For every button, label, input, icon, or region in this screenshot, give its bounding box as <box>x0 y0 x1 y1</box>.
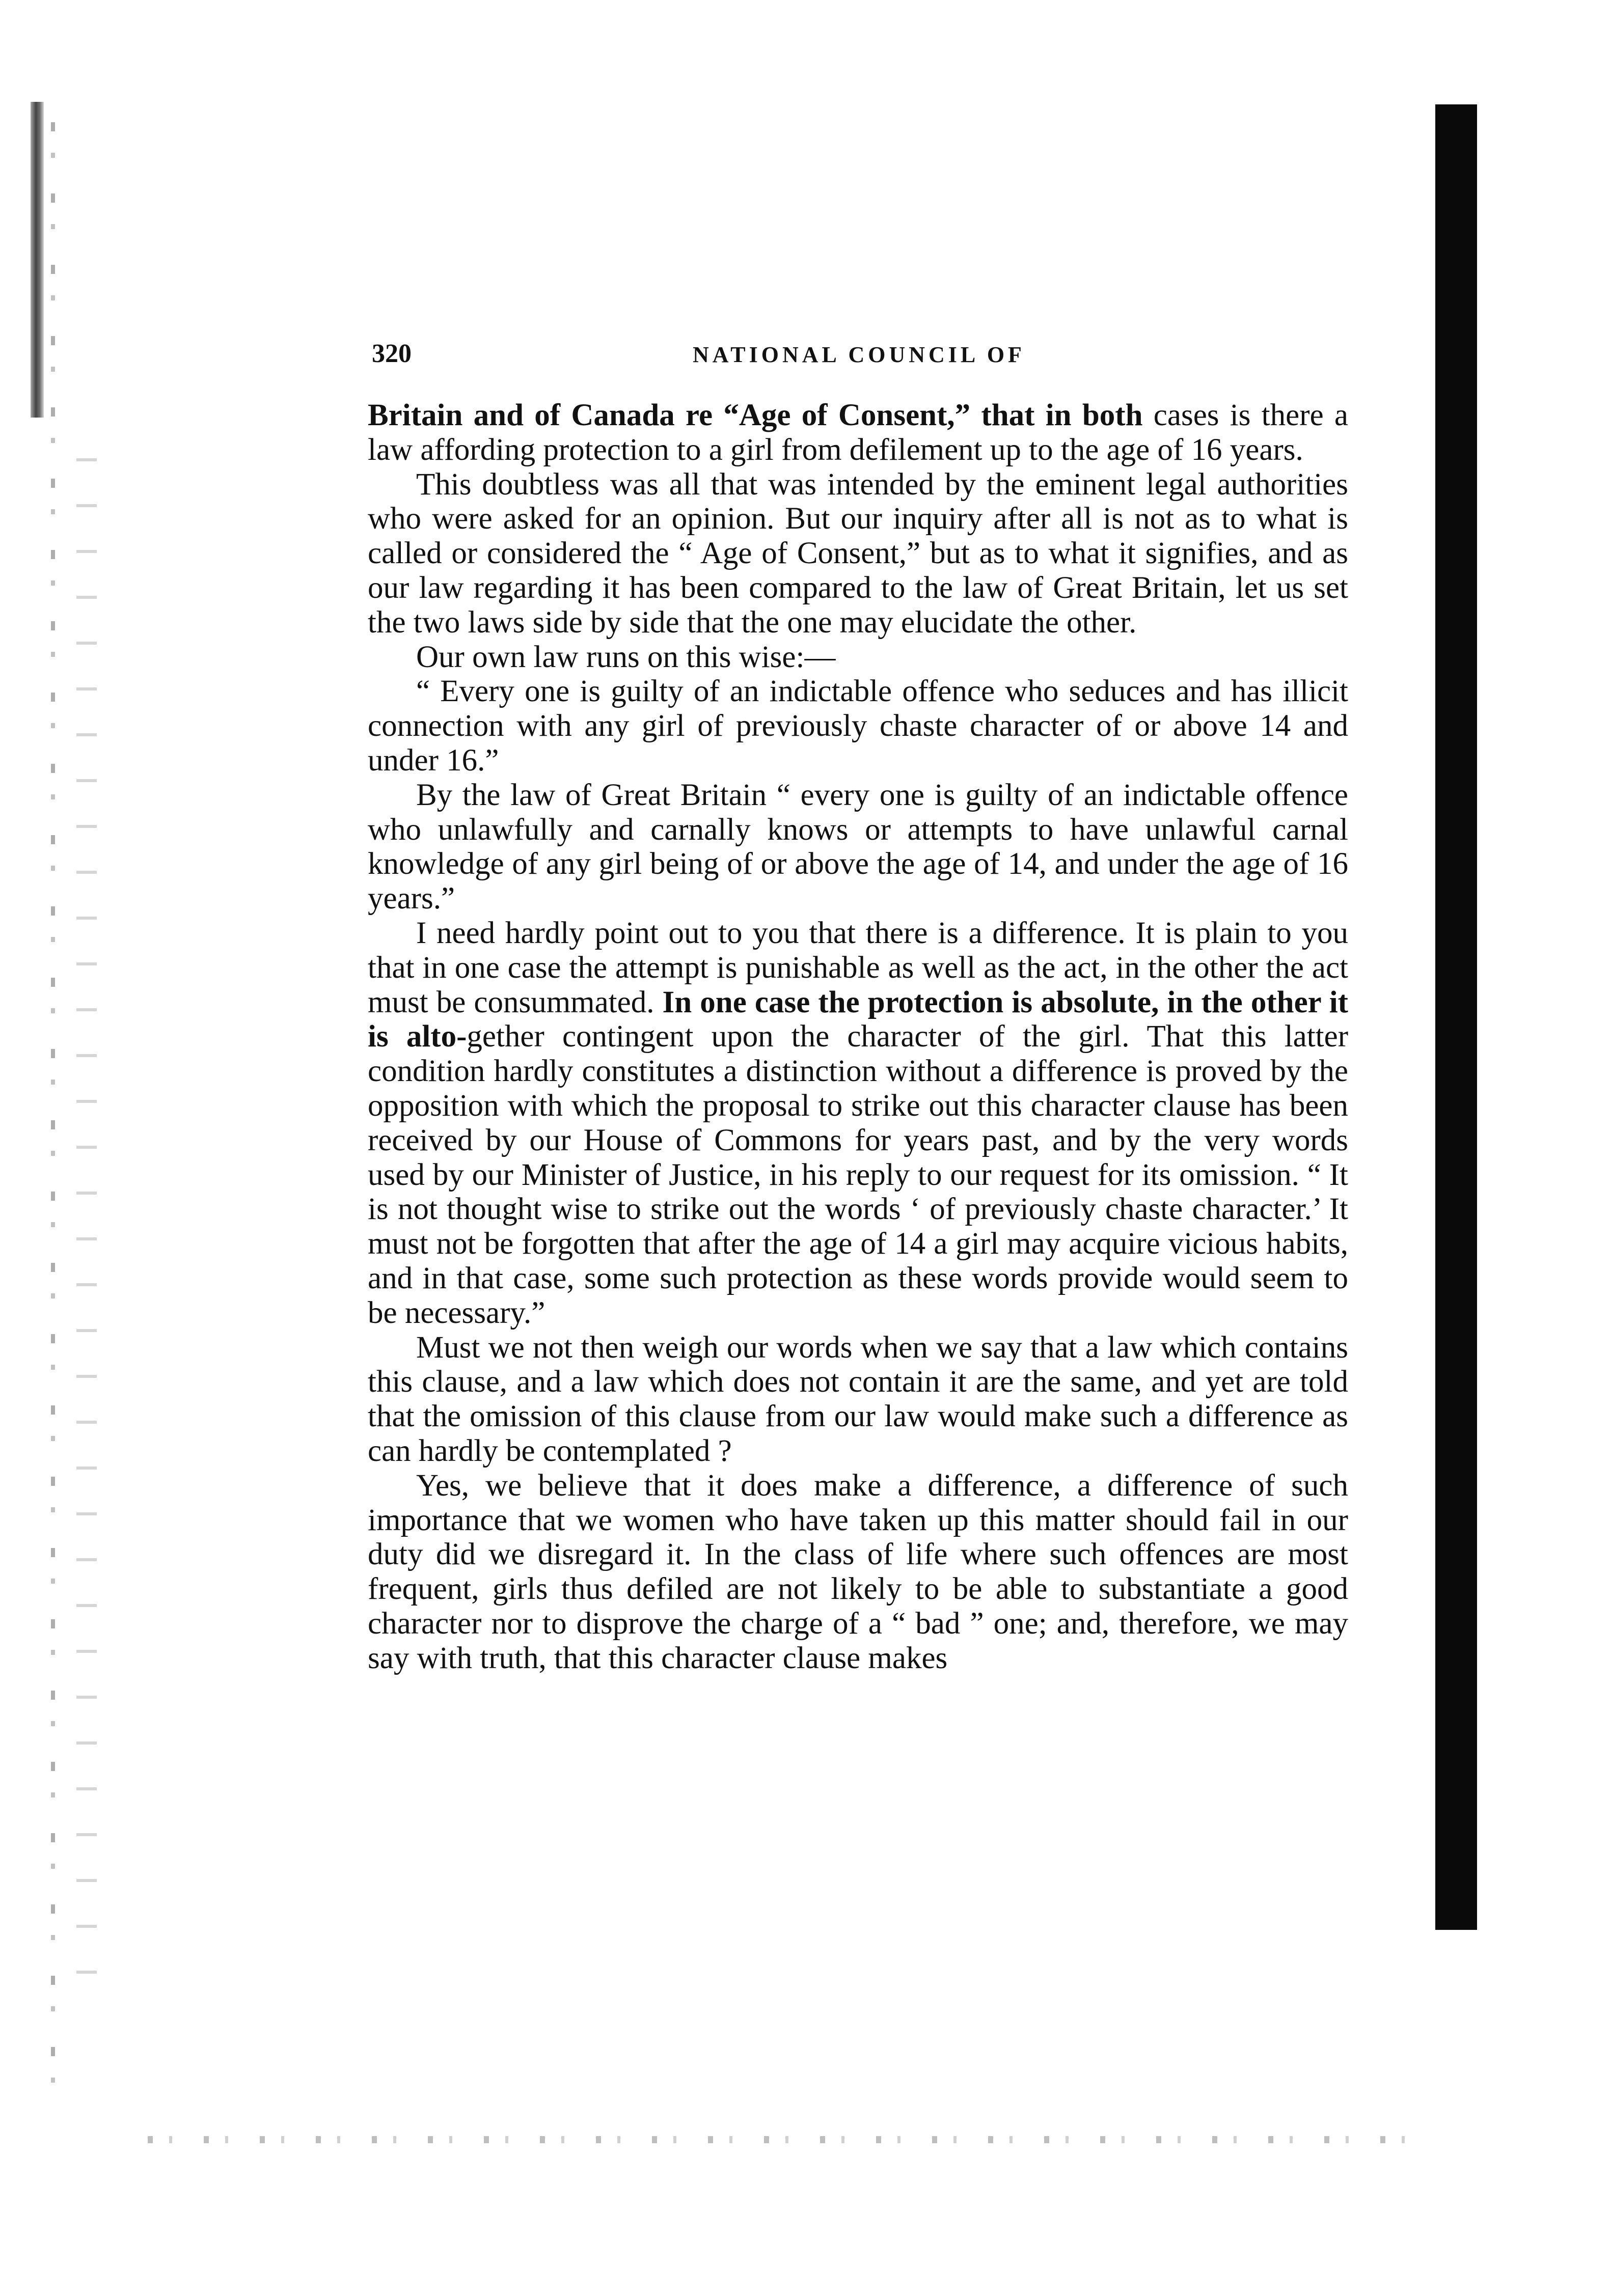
scan-left-margin-specks <box>76 458 97 1986</box>
paragraph-8: Yes, we believe that it does make a difference, a difference of such importance that we women who have taken up this matter should fail in our duty did we disregard it. In the class of life where such offences are most frequent, girls thus defiled are not likely to be able to substantiate a good character nor to disprove the charge of a “ bad ” one; and, therefore, we may say with truth, that this character clause makes <box>368 1468 1348 1675</box>
paragraph-1 <box>368 398 1348 467</box>
paragraph-5: By the law of Great Britain “ every one is guilty of an indictable offence who unlawfully and carnally knows or attempts to have unlawful carnal knowledge of any girl being of or above the age of 14, and under the age of 16 years.” <box>368 778 1348 916</box>
scan-right-binding-bar <box>1435 104 1477 1930</box>
scan-left-edge-shadow <box>31 102 44 418</box>
scan-left-margin-marks <box>51 122 55 2118</box>
body-text <box>368 398 1348 1675</box>
paragraph-3: Our own law runs on this wise:— <box>416 640 836 674</box>
scan-bottom-noise <box>148 2136 1436 2143</box>
paragraph-1-bold-lead: Britain and of Canada re “Age of Consent,” that in both <box>368 398 1143 432</box>
paragraph-6-text: I need hardly point out to you that there is a difference. It is plain to you that in one case the attempt is punishable as well as the act, in the other the act must be consummated. <box>368 916 1348 1019</box>
page-header <box>372 339 1406 379</box>
running-head: NATIONAL COUNCIL OF <box>693 342 1025 367</box>
paragraph-2: This doubtless was all that was intended by the eminent legal authorities who were asked for an opinion. But our inquiry after all is not as to what is called or considered the “ Age of Consent,” but as to what it signifies, and as our law regarding it has been compared to the law of Great Britain, let us set the two laws side by side that the one may elucidate the other. <box>368 467 1348 640</box>
paragraph-4-quote: “ Every one is guilty of an indictable offence who seduces and has illicit connection with any girl of previously chaste character of or above 14 and under 16.” <box>368 674 1348 778</box>
page-number: 320 <box>372 339 412 368</box>
paragraph-1-text: cases is there a law affording protection to a girl from defilement up to the age of 16 years. <box>368 398 1348 467</box>
paragraph-6 <box>368 916 1348 1331</box>
paragraph-6-text-after: gether contingent upon the character of the girl. That this latter condition hardly constitutes a distinction without a difference is proved by the opposition with which the proposal to strike out this character clause has been received by our House of Commons for years past, and by the very words used by our Minister of Justice, in his reply to our request for its omission. “ It is not thought wise to strike out the words ‘ of previously chaste character.’ It must not be forgotten that after the age of 14 a girl may acquire vicious habits, and in that case, some such protection as these words provide would seem to be necessary.” <box>368 1019 1349 1330</box>
paragraph-6-bold-sentence: In one case the protection is absolute, in the other it is alto- <box>368 985 1348 1054</box>
paragraph-7: Must we not then weigh our words when we say that a law which contains this clause, and a law which does not contain it are the same, and yet are told that the omission of this clause from our law would make such a difference as can hardly be contemplated ? <box>368 1330 1348 1468</box>
